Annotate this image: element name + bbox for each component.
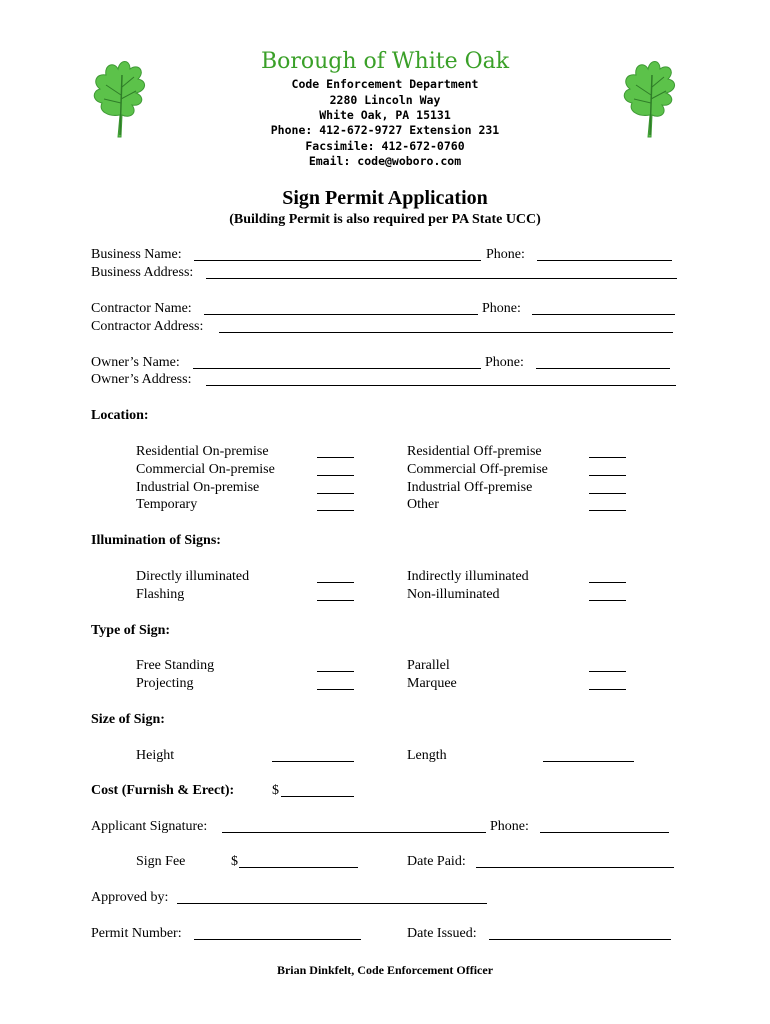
location-check-field[interactable] — [317, 475, 354, 476]
location-check-field[interactable] — [589, 457, 626, 458]
size-heading: Size of Sign: — [91, 712, 165, 727]
owner-name-field[interactable] — [193, 368, 481, 369]
illumination-option: Indirectly illuminated — [407, 569, 529, 584]
contractor-name-label: Contractor Name: — [91, 301, 192, 316]
illumination-option: Flashing — [136, 587, 185, 602]
type-option: Free Standing — [136, 658, 215, 673]
owner-address-label: Owner’s Address: — [91, 372, 192, 387]
location-option: Temporary — [136, 497, 198, 512]
location-option: Residential Off-premise — [407, 444, 542, 459]
email-line: Email: code@woboro.com — [308, 154, 462, 168]
location-check-field[interactable] — [317, 457, 354, 458]
permit-number-label: Permit Number: — [91, 926, 182, 941]
contractor-phone-field[interactable] — [532, 314, 675, 315]
location-check-field[interactable] — [317, 510, 354, 511]
owner-phone-field[interactable] — [536, 368, 670, 369]
contractor-address-field[interactable] — [219, 332, 673, 333]
location-option: Industrial On-premise — [136, 480, 260, 495]
location-option: Residential On-premise — [136, 444, 269, 459]
business-address-field[interactable] — [206, 278, 677, 279]
length-label: Length — [407, 748, 447, 763]
approved-by-label: Approved by: — [91, 890, 169, 905]
sign-fee-currency: $ — [231, 854, 238, 869]
applicant-phone-field[interactable] — [540, 832, 669, 833]
location-option: Industrial Off-premise — [407, 480, 533, 495]
permit-number-field[interactable] — [194, 939, 361, 940]
illumination-option: Directly illuminated — [136, 569, 250, 584]
sign-fee-label: Sign Fee — [136, 854, 186, 869]
cost-currency: $ — [272, 783, 279, 798]
date-issued-field[interactable] — [489, 939, 671, 940]
type-heading: Type of Sign: — [91, 623, 171, 638]
applicant-signature-label: Applicant Signature: — [91, 819, 208, 834]
fax-line: Facsimile: 412-672-0760 — [305, 139, 465, 153]
illumination-check-field[interactable] — [317, 582, 354, 583]
illumination-heading: Illumination of Signs: — [91, 533, 221, 548]
location-check-field[interactable] — [589, 510, 626, 511]
applicant-signature-field[interactable] — [222, 832, 486, 833]
officer-footer: Brian Dinkfelt, Code Enforcement Officer — [276, 963, 494, 977]
form-title: Sign Permit Application — [282, 187, 488, 209]
owner-name-label: Owner’s Name: — [91, 355, 180, 370]
location-check-field[interactable] — [317, 493, 354, 494]
owner-phone-label: Phone: — [485, 355, 524, 370]
length-field[interactable] — [543, 761, 634, 762]
business-name-label: Business Name: — [91, 247, 182, 262]
form-subtitle: (Building Permit is also required per PA State UCC) — [229, 212, 541, 227]
contractor-address-label: Contractor Address: — [91, 319, 204, 334]
illumination-check-field[interactable] — [589, 582, 626, 583]
cost-field[interactable] — [281, 796, 354, 797]
city-address: White Oak, PA 15131 — [319, 108, 451, 122]
date-paid-field[interactable] — [476, 867, 674, 868]
owner-address-field[interactable] — [206, 385, 676, 386]
business-phone-label: Phone: — [486, 247, 525, 262]
date-paid-label: Date Paid: — [407, 854, 466, 869]
location-option: Commercial Off-premise — [407, 462, 548, 477]
business-phone-field[interactable] — [537, 260, 672, 261]
street-address: 2280 Lincoln Way — [329, 93, 441, 107]
type-check-field[interactable] — [317, 689, 354, 690]
illumination-option: Non-illuminated — [407, 587, 500, 602]
type-option: Parallel — [407, 658, 450, 673]
type-option: Projecting — [136, 676, 194, 691]
business-name-field[interactable] — [194, 260, 481, 261]
business-address-label: Business Address: — [91, 265, 194, 280]
cost-label: Cost (Furnish & Erect): — [91, 783, 235, 798]
contractor-name-field[interactable] — [204, 314, 478, 315]
location-check-field[interactable] — [589, 475, 626, 476]
type-check-field[interactable] — [589, 671, 626, 672]
applicant-phone-label: Phone: — [490, 819, 529, 834]
location-heading: Location: — [91, 408, 149, 423]
type-option: Marquee — [407, 676, 457, 691]
height-field[interactable] — [272, 761, 354, 762]
location-option: Commercial On-premise — [136, 462, 275, 477]
phone-line: Phone: 412-672-9727 Extension 231 — [270, 123, 500, 137]
illumination-check-field[interactable] — [317, 600, 354, 601]
date-issued-label: Date Issued: — [407, 926, 477, 941]
illumination-check-field[interactable] — [589, 600, 626, 601]
department-name: Code Enforcement Department — [291, 77, 479, 91]
type-check-field[interactable] — [589, 689, 626, 690]
location-option: Other — [407, 497, 439, 512]
height-label: Height — [136, 748, 175, 763]
approved-by-field[interactable] — [177, 903, 487, 904]
sign-fee-field[interactable] — [239, 867, 358, 868]
type-check-field[interactable] — [317, 671, 354, 672]
contractor-phone-label: Phone: — [482, 301, 521, 316]
borough-title: Borough of White Oak — [260, 49, 510, 74]
location-check-field[interactable] — [589, 493, 626, 494]
